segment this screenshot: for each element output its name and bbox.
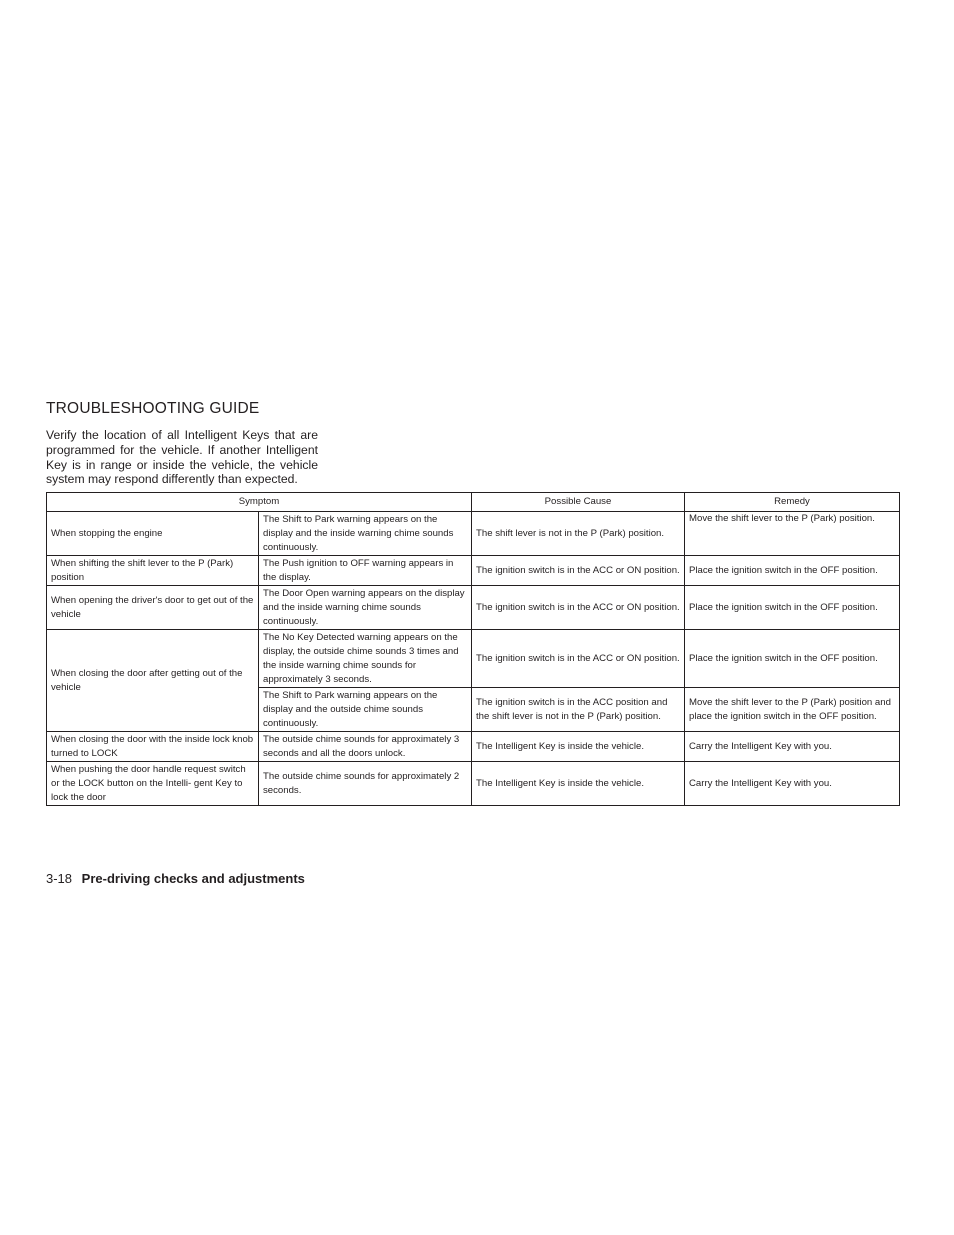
symptom-cell: The Push ignition to OFF warning appears in the display. xyxy=(259,556,472,586)
intro-paragraph: Verify the location of all Intelligent Keys that are programmed for the vehicle. If another Intelligent Key is in range or inside the vehicle, the vehicle system may respond differently than expected. xyxy=(46,428,318,487)
troubleshooting-table xyxy=(46,492,900,806)
cause-cell: The Intelligent Key is inside the vehicle. xyxy=(472,732,685,762)
symptom-cell: The outside chime sounds for approximately 3 seconds and all the doors unlock. xyxy=(259,732,472,762)
table-row xyxy=(47,732,900,762)
symptom-cell: The outside chime sounds for approximately 2 seconds. xyxy=(259,762,472,806)
table-row xyxy=(47,512,900,556)
remedy-cell: Place the ignition switch in the OFF position. xyxy=(685,586,900,630)
header-possible-cause: Possible Cause xyxy=(472,493,685,512)
section-name: Pre-driving checks and adjustments xyxy=(81,871,305,886)
situation-cell: When closing the door with the inside lock knob turned to LOCK xyxy=(47,732,259,762)
page-title: TROUBLESHOOTING GUIDE xyxy=(46,400,260,417)
remedy-cell: Carry the Intelligent Key with you. xyxy=(685,762,900,806)
header-remedy: Remedy xyxy=(685,493,900,512)
situation-cell: When pushing the door handle request switch or the LOCK button on the Intelli- gent Key to lock the door xyxy=(47,762,259,806)
cause-cell: The ignition switch is in the ACC or ON position. xyxy=(472,556,685,586)
remedy-cell: Place the ignition switch in the OFF position. xyxy=(685,630,900,688)
remedy-cell: Move the shift lever to the P (Park) position. xyxy=(685,512,900,556)
situation-cell: When shifting the shift lever to the P (Park) position xyxy=(47,556,259,586)
cause-cell: The ignition switch is in the ACC position and the shift lever is not in the P (Park) position. xyxy=(472,688,685,732)
cause-cell: The ignition switch is in the ACC or ON position. xyxy=(472,630,685,688)
page-number: 3-18 xyxy=(46,871,73,886)
symptom-cell: The Shift to Park warning appears on the display and the outside chime sounds continuously. xyxy=(259,688,472,732)
remedy-cell: Carry the Intelligent Key with you. xyxy=(685,732,900,762)
cause-cell: The Intelligent Key is inside the vehicle. xyxy=(472,762,685,806)
table-row xyxy=(47,586,900,630)
table-header-row xyxy=(47,493,900,512)
cause-cell: The ignition switch is in the ACC or ON position. xyxy=(472,586,685,630)
remedy-cell: Place the ignition switch in the OFF position. xyxy=(685,556,900,586)
symptom-cell: The No Key Detected warning appears on the display, the outside chime sounds 3 times and the inside warning chime sounds for approximately 3 seconds. xyxy=(259,630,472,688)
table-row xyxy=(47,556,900,586)
table-row xyxy=(47,630,900,688)
situation-cell: When opening the driver's door to get out of the vehicle xyxy=(47,586,259,630)
header-symptom: Symptom xyxy=(47,493,472,512)
symptom-cell: The Door Open warning appears on the display and the inside warning chime sounds continuously. xyxy=(259,586,472,630)
remedy-cell: Move the shift lever to the P (Park) position and place the ignition switch in the OFF position. xyxy=(685,688,900,732)
symptom-cell: The Shift to Park warning appears on the display and the inside warning chime sounds continuously. xyxy=(259,512,472,556)
cause-cell: The shift lever is not in the P (Park) position. xyxy=(472,512,685,556)
situation-cell: When stopping the engine xyxy=(47,512,259,556)
table-row xyxy=(47,762,900,806)
situation-cell: When closing the door after getting out of the vehicle xyxy=(47,630,259,732)
page-footer xyxy=(46,871,305,886)
